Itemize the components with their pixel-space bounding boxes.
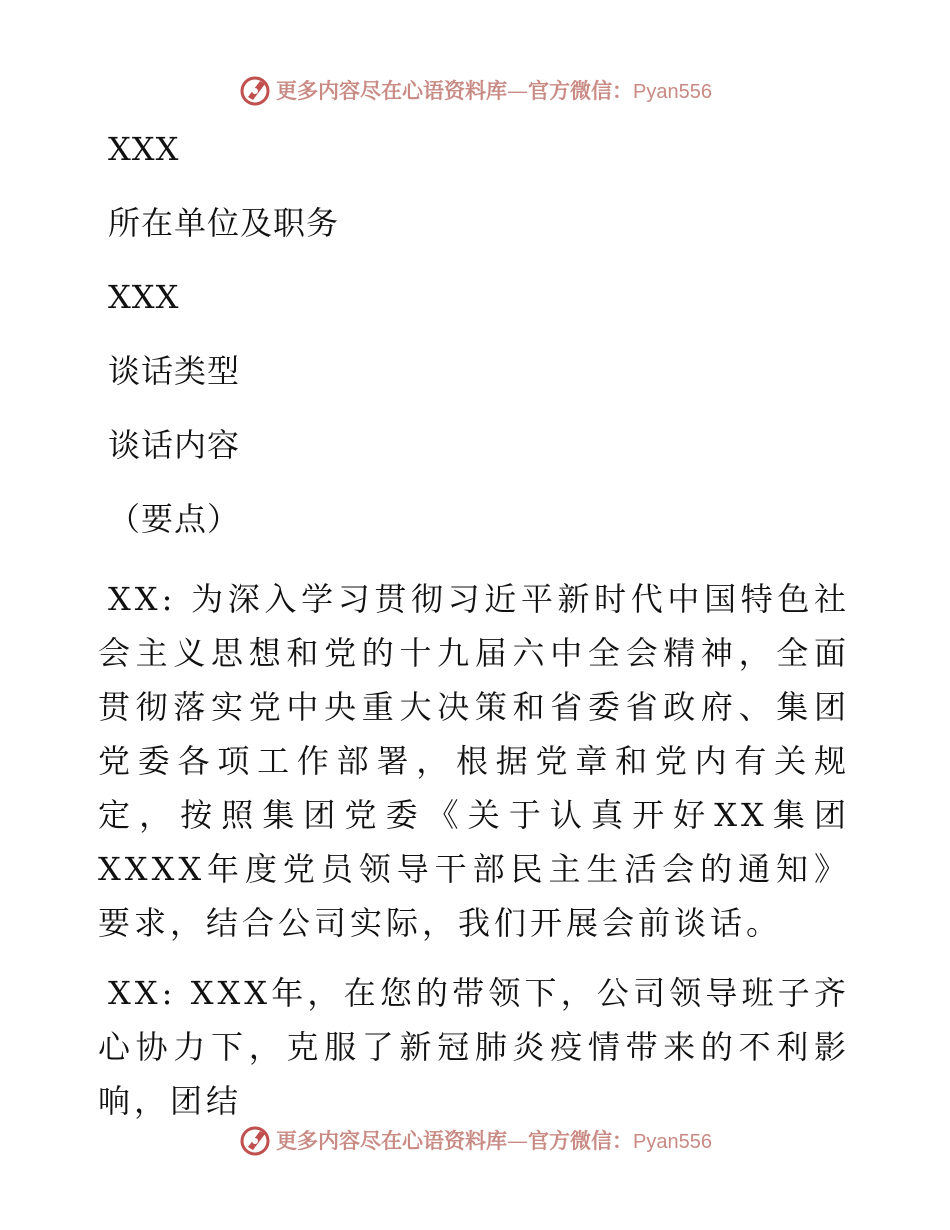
footer-watermark <box>0 1120 950 1160</box>
pen-nib-circle-icon <box>238 1123 272 1157</box>
watermark-brand: 更多内容尽在心语资料库 <box>276 1128 508 1153</box>
paragraph-opening: XX: 为深入学习贯彻习近平新时代中国特色社会主义思想和党的十九届六中全会精神，全面贯彻落实党中央重大决策和省委省政府、集团党委各项工作部署，根据党章和党内有关规定，按照集团党委《关于认真开好XX集团XXXX年度党员领导干部民主生活会的通知》要求，结合公司实际，我们开展会前谈话。 <box>98 580 850 942</box>
watermark-account: Pyan556 <box>633 1131 712 1153</box>
paragraph-review: XX: XXX年，在您的带领下，公司领导班子齐心协力下，克服了新冠肺炎疫情带来的不利影响，团结 <box>98 974 850 1120</box>
header-watermark <box>0 70 950 110</box>
unit-position-value: XXX <box>108 278 180 316</box>
talk-type-label: 谈话类型 <box>108 352 241 390</box>
interviewee-name: XXX <box>108 130 180 168</box>
watermark-separator: — <box>507 1129 529 1153</box>
watermark-text <box>276 1125 712 1155</box>
document-body <box>98 112 850 1128</box>
watermark-account: Pyan556 <box>633 81 712 103</box>
watermark-text <box>276 75 712 105</box>
watermark-separator: — <box>507 79 529 103</box>
talk-content-label: 谈话内容 <box>108 426 241 464</box>
unit-position-label: 所在单位及职务 <box>108 204 340 242</box>
key-points-label: （要点） <box>108 500 241 538</box>
watermark-label: 官方微信： <box>528 78 634 103</box>
pen-nib-circle-icon <box>238 73 272 107</box>
watermark-label: 官方微信： <box>528 1128 634 1153</box>
watermark-brand: 更多内容尽在心语资料库 <box>276 78 508 103</box>
